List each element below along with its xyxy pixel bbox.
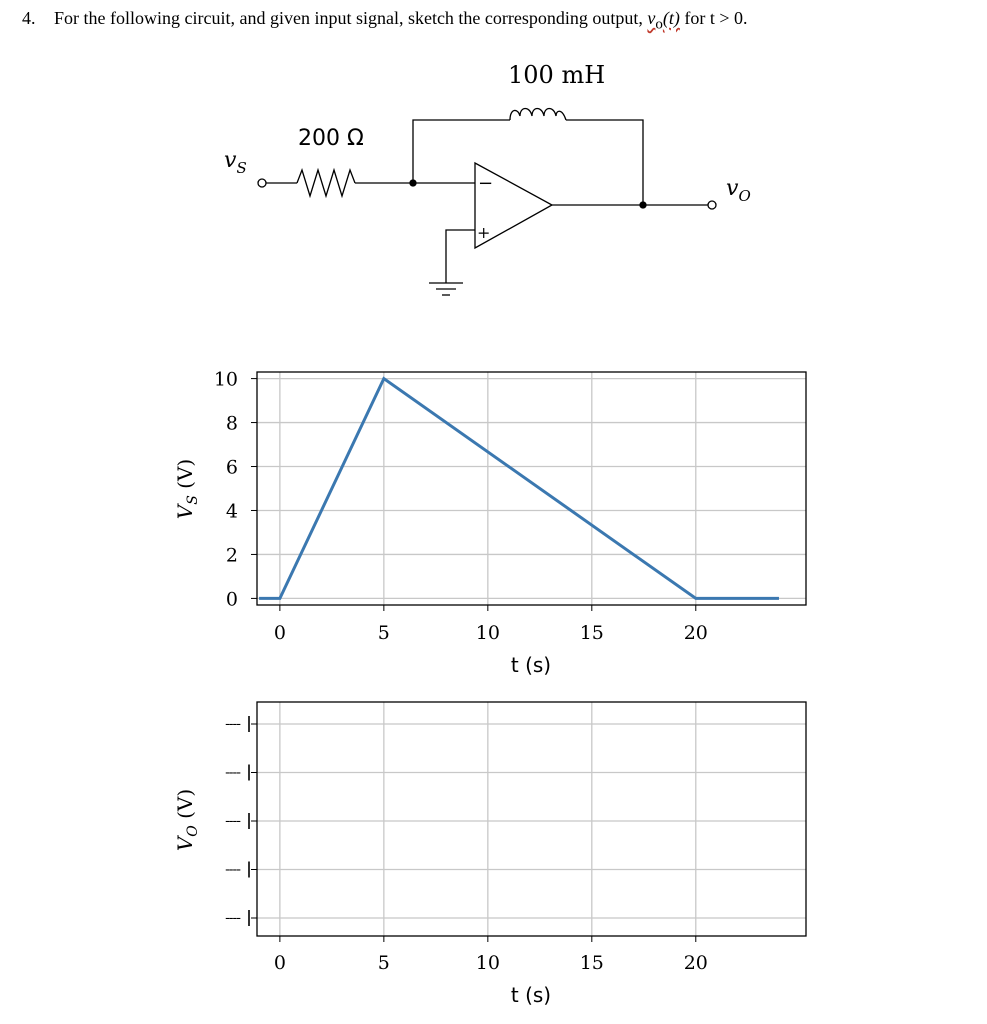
chart1-grid [257,372,806,605]
chart2-y-tick-label: ---- [225,813,240,829]
input-voltage-label: $v_S$ [224,148,247,177]
chart1-x-tick-label: 0 [273,622,286,644]
chart1-y-tick-label: 10 [213,368,238,391]
chart2-frame [257,702,806,936]
chart2-x-tick-label: 10 [475,952,500,974]
chart2-x-tick-label: 5 [377,952,390,974]
chart1-y-tick-label: 6 [225,456,238,479]
chart2-x-tick-label: 20 [683,952,708,974]
chart1-y-tick-label: 0 [225,588,238,611]
chart2-x-axis-label: t (s) [510,983,552,1007]
chart1-series [259,379,779,599]
chart1-y-tick-label: 2 [225,544,238,567]
input-signal-line [259,379,779,599]
output-voltage-label: $v_O$ [726,176,751,205]
opamp-minus-sign: − [478,173,494,194]
opamp-plus-sign: + [477,223,491,242]
output-signal-chart [173,702,806,1007]
question-number: 4. [22,8,36,28]
chart1-frame [257,372,806,605]
chart1-y-tick-label: 4 [225,500,238,523]
chart2-grid [257,702,806,936]
junction-node-output [640,202,646,208]
chart1-y-axis-label: $V_S$ (V) [173,458,201,520]
chart2-x-tick-label: 15 [579,952,604,974]
chart2-ticks [225,716,708,974]
chart2-y-tick-label: ---- [225,716,240,732]
feedback-wire-right [566,120,643,204]
chart2-y-tick-label: ---- [225,861,240,878]
input-terminal [258,179,266,187]
resistor-label: 200 Ω [298,126,364,151]
chart1-y-tick-label: 8 [225,412,238,435]
chart1-x-tick-label: 10 [475,622,500,644]
chart1-x-axis-label: t (s) [510,653,552,677]
chart1-x-tick-label: 20 [683,622,708,644]
chart1-x-tick-label: 15 [579,622,604,644]
chart2-x-tick-label: 0 [273,952,286,974]
inductor [510,109,566,121]
chart1-ticks [214,369,708,644]
chart2-y-axis-label: $V_O$ (V) [173,788,201,852]
resistor [297,170,355,196]
output-terminal [708,201,716,209]
ground-wire [446,230,475,283]
question-prefix: For the following circuit, and given input signal, sketch the corresponding output, [54,8,643,28]
output-symbol: $v_o(t)$ [647,8,680,33]
chart2-y-tick-label: ---- [225,910,240,926]
inductor-label: 100 mH [508,61,606,89]
input-signal-chart [173,369,806,677]
question-condition: for t > 0. [684,8,748,28]
chart2-y-tick-label: ---- [225,764,240,781]
chart1-x-tick-label: 5 [377,622,390,644]
